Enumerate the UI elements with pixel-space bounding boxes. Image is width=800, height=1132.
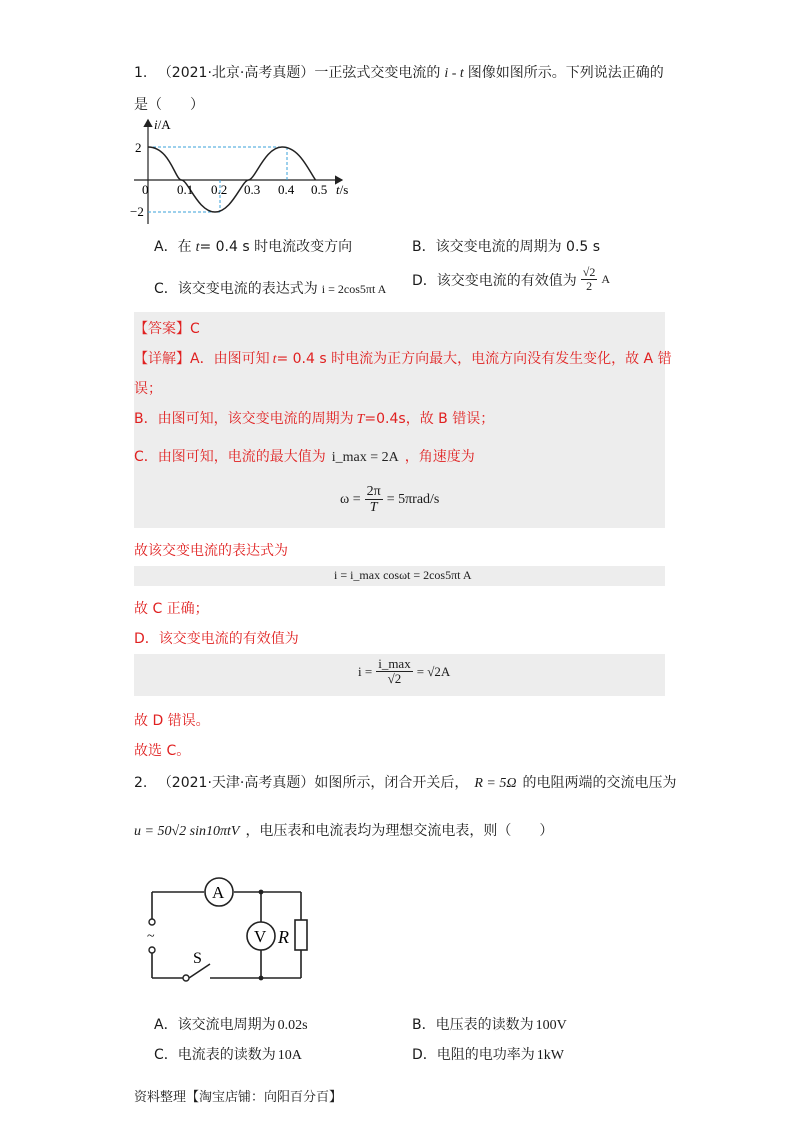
q1-source: （2021·北京·高考真题） — [157, 65, 315, 81]
q1-expr-formula: i = i_max cosωt = 2cos5πt A — [334, 568, 472, 582]
q1-y-label-var: i — [154, 117, 158, 132]
q2-option-b[interactable]: B．电压表的读数为 100V — [412, 1017, 567, 1033]
q1-tick-0: 0 — [142, 182, 149, 197]
q1-stem-line1 — [134, 62, 664, 82]
q1-it-graph — [128, 114, 368, 228]
q1-omega-formula: ω = $\frac{2\pi}{T}$ = 5πrad/s — [340, 484, 440, 516]
q2-option-c[interactable]: C．电流表的读数为 10A — [154, 1047, 302, 1063]
svg-text:i/A — [154, 117, 171, 132]
q1-x-label-unit: /s — [339, 182, 349, 197]
q1-c-correct: 故 C 正确； — [134, 601, 209, 617]
q2-number: 2. — [134, 775, 148, 791]
q1-d-explanation: D．该交变电流的有效值为 — [134, 631, 299, 647]
q2-option-d[interactable]: D．电阻的电功率为 1kW — [412, 1047, 564, 1063]
q2-source: （2021·天津·高考真题） — [157, 775, 315, 791]
q2-u-formula: u = 50√2 sin10πtV — [134, 824, 240, 839]
q1-number: 1. — [134, 65, 148, 81]
q1-detail-line1: 【详解】A．由图可知 t= 0.4 s 时电流为正方向最大，电流方向没有发生变化，故 A 错 — [134, 351, 672, 367]
q1-x-label-var: t — [336, 182, 340, 197]
svg-text:t/s — [336, 182, 348, 197]
q1-stem-line2: 是（ ） — [134, 97, 204, 113]
q1-y-pos: 2 — [135, 140, 142, 155]
q1-option-d[interactable]: D．该交变电流的有效值为 $\frac{√2}{2}$ A — [412, 265, 611, 294]
q1-answer: 【答案】C — [134, 321, 200, 337]
q1-b-explanation: B．由图可知，该交变电流的周期为 T=0.4s，故 B 错误； — [134, 411, 495, 427]
q1-tick-4: 0.4 — [278, 182, 295, 197]
q1-tick-1: 0.1 — [177, 182, 194, 197]
q2-stem-line2: u = 50√2 sin10πtV ，电压表和电流表均为理想交流电表，则（ ） — [134, 823, 554, 839]
q1-choose: 故选 C。 — [134, 743, 191, 759]
q2-circuit — [138, 876, 318, 986]
q1-d-wrong: 故 D 错误。 — [134, 713, 210, 729]
q1-stem-var: i - t — [444, 66, 464, 81]
q2-r-formula: R = 5Ω — [474, 776, 517, 791]
q1-expr-intro: 故该交变电流的表达式为 — [134, 543, 288, 559]
q1-stem-b: 图像如图所示。下列说法正确的 — [467, 65, 664, 81]
q1-y-label-unit: /A — [157, 117, 171, 132]
q2-resistor-label: R — [278, 927, 289, 947]
q2-voltmeter-label: V — [254, 927, 267, 946]
q1-tick-3: 0.3 — [244, 182, 261, 197]
q1-eff-formula: i = $\frac{i\_\max}{√2}$ = √2A — [358, 656, 451, 687]
q1-detail-line2: 误； — [134, 381, 162, 397]
resistor-icon — [295, 920, 307, 950]
q2-ammeter-label: A — [212, 883, 225, 902]
q1-option-a[interactable]: A．在 t= 0.4 s 时电流改变方向 — [154, 239, 353, 255]
q2-switch-label: S — [193, 950, 202, 967]
page-footer: 资料整理【淘宝店铺：向阳百分百】 — [134, 1090, 343, 1105]
q1-option-c[interactable]: C．该交变电流的表达式为 i = 2cos5πt A — [154, 281, 387, 297]
q1-option-d-fraction: $\frac{√2}{2}$ — [582, 265, 596, 294]
q2-stem-line1: 2. （2021·天津·高考真题）如图所示，闭合开关后， R = 5Ω 的电阻两端的交流电压为 — [134, 775, 677, 791]
q1-option-b[interactable]: B．该交变电流的周期为 0.5 s — [412, 239, 601, 255]
q2-option-a[interactable]: A．该交流电周期为 0.02s — [154, 1017, 308, 1033]
q1-tick-2: 0.2 — [211, 182, 228, 197]
q1-tick-5: 0.5 — [311, 182, 328, 197]
q1-c-explanation: C．由图可知，电流的最大值为 i_max = 2A ，角速度为 — [134, 449, 475, 465]
q1-stem-a: 一正弦式交变电流的 — [314, 65, 441, 81]
q2-source-label: ~ — [147, 929, 155, 944]
q1-y-neg: −2 — [130, 204, 144, 219]
